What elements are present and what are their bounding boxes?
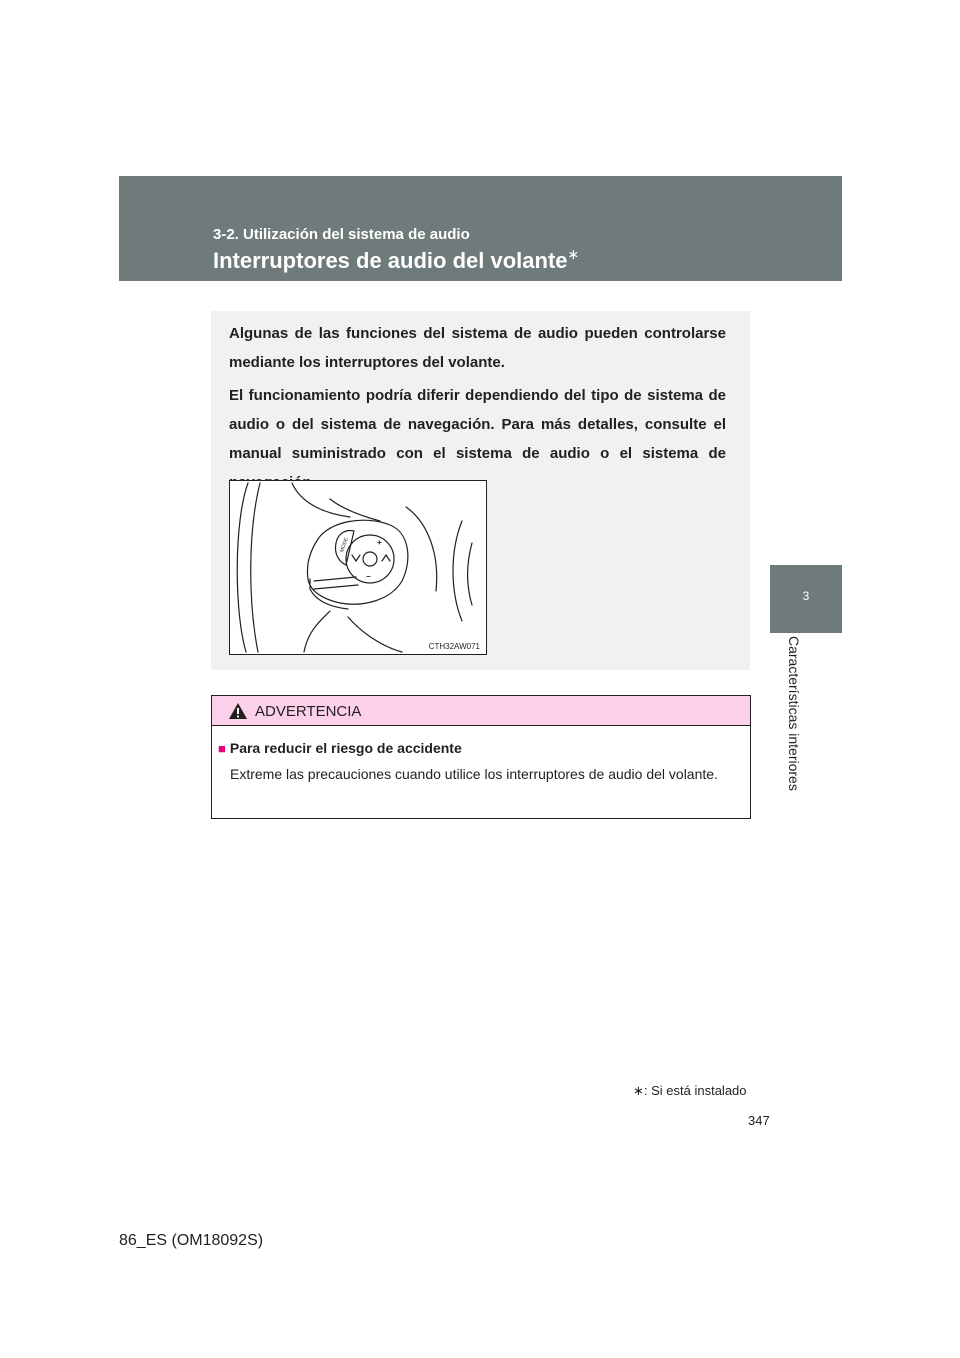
chapter-tab-label [788, 636, 802, 836]
intro-paragraph-1: Algunas de las funciones del sistema de audio pueden controlarse mediante los interruptores del volante. [229, 325, 726, 371]
warning-triangle-icon [228, 702, 248, 720]
chapter-tab-number: 3 [802, 589, 810, 603]
steering-wheel-drawing [230, 481, 486, 654]
square-bullet-icon: ■ [218, 741, 226, 756]
warning-item-title: Para reducir el riesgo de accidente [229, 740, 462, 756]
document-code: 86_ES (OM18092S) [119, 1232, 264, 1249]
warning-header [212, 696, 750, 726]
chapter-tab-text: Características interiores [786, 636, 802, 791]
volume-down-label: − [366, 572, 371, 581]
warning-box [211, 695, 751, 819]
intro-paragraph-2: El funcionamiento podría diferir dependiendo del tipo de sistema de audio o del sistema de navegación. Para más detalles, consulte el manual suministrado con el sistema de audio o el sistema de [229, 387, 726, 462]
title-asterisk: ∗ [567, 246, 580, 262]
section-label: 3-2. Utilización del sistema de audio [213, 226, 470, 243]
warning-item-text: Extreme las precauciones cuando utilice los interruptores de audio del volante. [230, 766, 718, 782]
chapter-tab [770, 565, 842, 633]
intro-box [211, 311, 750, 670]
page-title [213, 248, 579, 274]
warning-title: ADVERTENCIA [255, 703, 362, 720]
volume-up-label: + [377, 538, 382, 547]
chapter-header [119, 176, 842, 281]
footnote: ∗: Si está instalado [633, 1083, 747, 1098]
page-number: 347 [748, 1113, 770, 1128]
steering-wheel-illustration [229, 480, 487, 655]
warning-item-heading [218, 740, 462, 756]
page-title-text: Interruptores de audio del volante [213, 248, 568, 273]
mode-label: MODE [339, 537, 350, 554]
figure-code: CTH32AW071 [428, 642, 480, 651]
